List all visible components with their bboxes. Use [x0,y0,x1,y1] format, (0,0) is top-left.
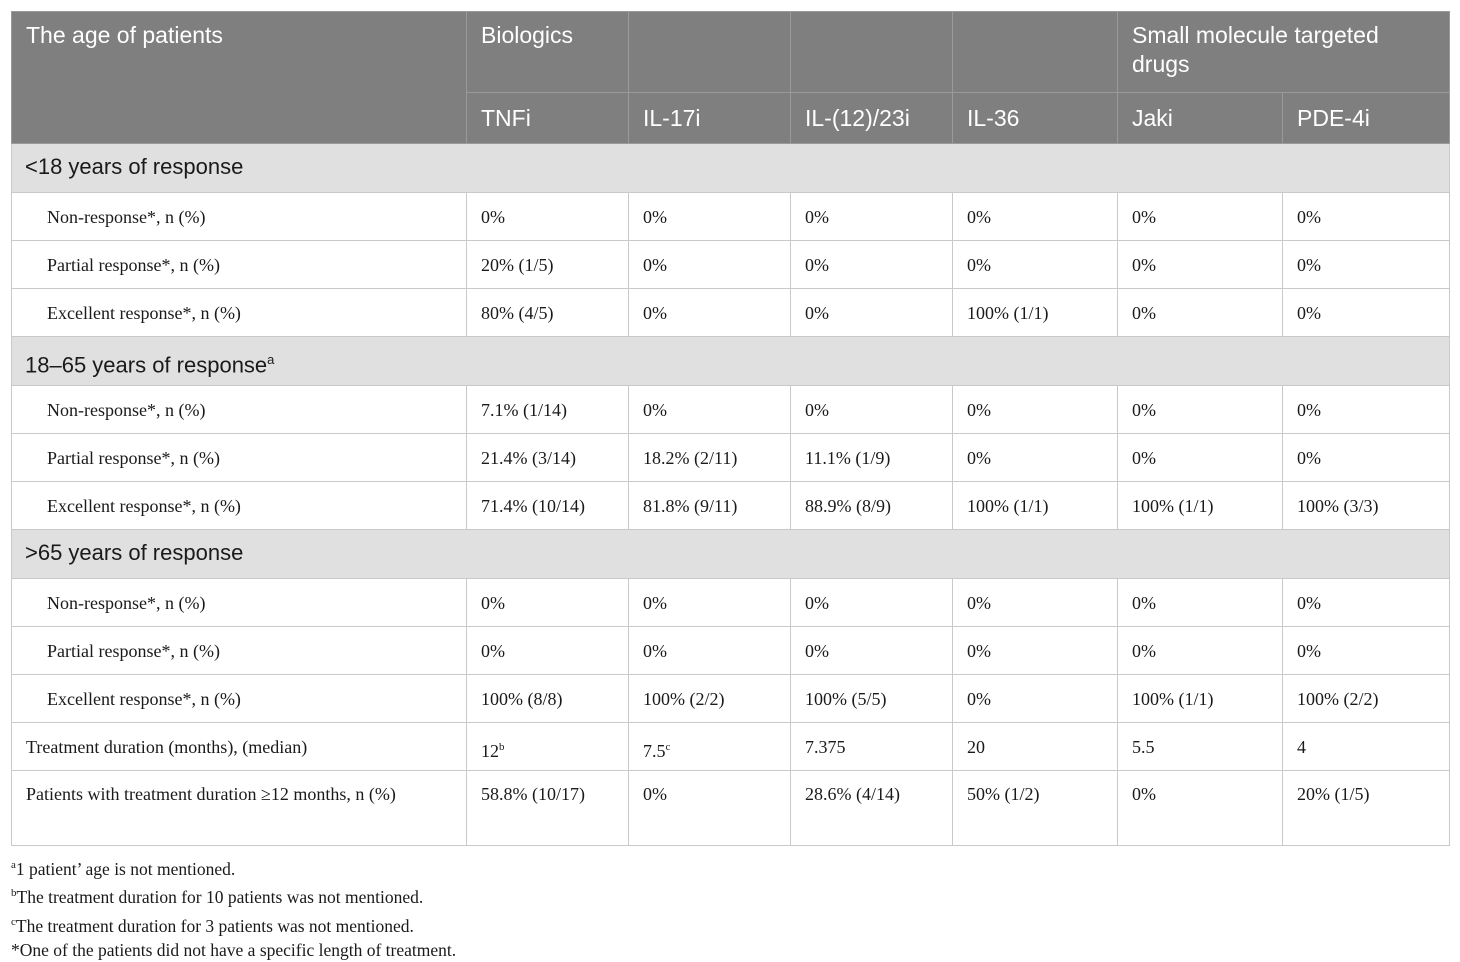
row-label [12,434,467,482]
cell-tnfi [467,627,629,675]
cell-pde4i [1283,241,1450,289]
cell-pde4i [1283,723,1450,771]
footnote [11,910,456,938]
table-row [12,289,1450,337]
cell-jaki-text: 0% [1132,207,1156,227]
cell-tnfi-text: 0% [481,593,505,613]
cell-pde4i [1283,482,1450,530]
cell-il12-23i-text: 0% [805,400,829,420]
row-label-text: Excellent response*, n (%) [47,689,241,709]
cell-jaki [1118,193,1283,241]
cell-pde4i-text: 0% [1297,207,1321,227]
cell-il17i-text: 0% [643,400,667,420]
cell-il17i-text: 0% [643,303,667,323]
cell-jaki [1118,434,1283,482]
table-row [12,579,1450,627]
cell-tnfi [467,579,629,627]
cell-il12-23i-text: 100% (5/5) [805,689,887,709]
cell-tnfi-text: 0% [481,641,505,661]
cell-il17i [629,579,791,627]
cell-tnfi [467,482,629,530]
cell-il36-text: 50% (1/2) [967,784,1040,804]
cell-pde4i-text: 0% [1297,593,1321,613]
cell-il36 [953,627,1118,675]
footnote-marker: b [11,887,17,900]
cell-il36-text: 0% [967,641,991,661]
cell-il12-23i [791,241,953,289]
footnote-text: *One of the patients did not have a specific length of treatment. [11,939,457,960]
cell-il12-23i [791,482,953,530]
section-title [12,530,1450,579]
cell-il12-23i-text: 0% [805,255,829,275]
cell-il17i [629,241,791,289]
cell-pde4i [1283,386,1450,434]
cell-tnfi-text: 58.8% (10/17) [481,784,585,804]
cell-il17i-text: 0% [643,207,667,227]
cell-il12-23i [791,434,953,482]
footnote [11,938,456,962]
header-blank-cell [629,12,791,93]
cell-il36 [953,675,1118,723]
table-body [12,144,1450,846]
cell-pde4i-text: 0% [1297,303,1321,323]
cell-il12-23i [791,579,953,627]
cell-pde4i [1283,434,1450,482]
header-blank-cell [791,12,953,93]
section-row [12,530,1450,579]
cell-il17i-text: 0% [643,593,667,613]
cell-pde4i-text: 0% [1297,448,1321,468]
biologics-group-header: Biologics [467,12,629,93]
cell-il17i-text: 81.8% (9/11) [643,496,738,516]
drug-header-il12-23i: IL-(12)/23i [791,93,953,144]
cell-jaki-text: 0% [1132,784,1156,804]
row-label [12,627,467,675]
footnote-marker: b [499,741,505,753]
cell-il36-text: 100% (1/1) [967,496,1049,516]
section-title-text: >65 years of response [25,540,244,565]
cell-tnfi-text: 71.4% (10/14) [481,496,585,516]
row-label [12,386,467,434]
cell-il17i [629,771,791,846]
footnote-text: The treatment duration for 10 patients was not mentioned. [16,887,424,908]
long-treatment-row [12,771,1450,846]
footnote-marker: c [665,741,671,753]
footnote [11,853,456,881]
table-row [12,675,1450,723]
cell-jaki-text: 100% (1/1) [1132,689,1214,709]
section-title [12,337,1450,386]
section-row [12,337,1450,386]
section-title-text: 18–65 years of response [25,352,268,378]
cell-jaki-text: 5.5 [1132,737,1155,757]
cell-il36 [953,723,1118,771]
drug-header-il36: IL-36 [953,93,1118,144]
cell-pde4i-text: 100% (3/3) [1297,496,1379,516]
cell-pde4i-text: 0% [1297,255,1321,275]
drug-header-tnfi: TNFi [467,93,629,144]
cell-il36-text: 0% [967,689,991,709]
cell-tnfi [467,193,629,241]
cell-tnfi [467,241,629,289]
cell-jaki-text: 0% [1132,400,1156,420]
cell-il12-23i-text: 0% [805,593,829,613]
cell-jaki [1118,723,1283,771]
cell-il12-23i-text: 7.375 [805,737,846,757]
cell-il17i [629,193,791,241]
cell-il36-text: 0% [967,448,991,468]
row-label-text: Partial response*, n (%) [47,255,220,275]
table-row [12,627,1450,675]
cell-jaki [1118,241,1283,289]
row-label-text: Partial response*, n (%) [47,641,220,661]
cell-il12-23i [791,193,953,241]
cell-il17i [629,386,791,434]
row-label-text: Partial response*, n (%) [47,448,220,468]
cell-tnfi-text: 20% (1/5) [481,255,554,275]
cell-il36 [953,241,1118,289]
cell-il17i-text: 0% [643,255,667,275]
footnote-text: The treatment duration for 3 patients was not mentioned. [15,915,414,936]
row-label-text: Excellent response*, n (%) [47,496,241,516]
cell-il17i [629,482,791,530]
footnote-marker: a [267,352,275,367]
cell-il12-23i [791,723,953,771]
cell-pde4i [1283,771,1450,846]
cell-jaki-text: 0% [1132,448,1156,468]
row-label [12,193,467,241]
cell-tnfi [467,675,629,723]
small-molecule-group-header: Small molecule targeted drugs [1118,12,1450,93]
cell-pde4i-text: 0% [1297,400,1321,420]
row-label [12,723,467,771]
section-title [12,144,1450,193]
footnote-marker: a [11,859,16,871]
cell-il36 [953,386,1118,434]
row-label-text: Treatment duration (months), (median) [26,737,308,757]
cell-il12-23i [791,386,953,434]
footnote-marker: c [11,915,16,928]
cell-tnfi-text: 0% [481,207,505,227]
cell-pde4i-text: 0% [1297,641,1321,661]
cell-il12-23i-text: 0% [805,641,829,661]
row-label [12,241,467,289]
cell-il36-text: 20 [967,737,985,757]
cell-jaki [1118,771,1283,846]
cell-il17i-text: 100% (2/2) [643,689,725,709]
cell-il17i-text: 0% [643,641,667,661]
cell-il12-23i-text: 0% [805,207,829,227]
table-row [12,434,1450,482]
duration-row [12,723,1450,771]
cell-tnfi-text: 7.1% (1/14) [481,400,567,420]
cell-pde4i [1283,579,1450,627]
drug-header-jaki: Jaki [1118,93,1283,144]
cell-il36 [953,579,1118,627]
row-label-text: Non-response*, n (%) [47,207,206,227]
cell-jaki [1118,482,1283,530]
cell-il17i [629,289,791,337]
cell-tnfi-text: 21.4% (3/14) [481,448,576,468]
footnotes [11,853,456,962]
cell-il12-23i [791,289,953,337]
cell-il17i [629,434,791,482]
cell-il17i-text: 7.5 [643,741,666,761]
cell-il17i-text: 0% [643,784,667,804]
row-label [12,771,467,846]
response-table [11,11,1450,846]
cell-tnfi [467,434,629,482]
cell-tnfi [467,771,629,846]
drug-header-il17i: IL-17i [629,93,791,144]
cell-il36 [953,771,1118,846]
cell-il12-23i-text: 0% [805,303,829,323]
cell-il12-23i [791,675,953,723]
cell-jaki-text: 0% [1132,303,1156,323]
cell-il36 [953,434,1118,482]
cell-tnfi-text: 80% (4/5) [481,303,554,323]
cell-pde4i [1283,675,1450,723]
row-label [12,289,467,337]
table-row [12,193,1450,241]
row-label [12,579,467,627]
cell-jaki [1118,289,1283,337]
cell-il17i [629,627,791,675]
cell-il12-23i-text: 88.9% (8/9) [805,496,891,516]
cell-jaki [1118,627,1283,675]
row-label-text: Non-response*, n (%) [47,593,206,613]
cell-il12-23i-text: 11.1% (1/9) [805,448,891,468]
cell-il12-23i [791,771,953,846]
table-row [12,241,1450,289]
cell-tnfi-text: 12 [481,741,499,761]
cell-pde4i-text: 20% (1/5) [1297,784,1370,804]
cell-il36 [953,193,1118,241]
cell-il36 [953,482,1118,530]
cell-il17i [629,675,791,723]
cell-pde4i [1283,193,1450,241]
cell-tnfi [467,386,629,434]
cell-pde4i [1283,289,1450,337]
cell-pde4i-text: 100% (2/2) [1297,689,1379,709]
cell-jaki-text: 100% (1/1) [1132,496,1214,516]
row-label [12,675,467,723]
cell-il12-23i [791,627,953,675]
cell-jaki [1118,579,1283,627]
drug-header-pde4i: PDE-4i [1283,93,1450,144]
section-row [12,144,1450,193]
table-row [12,482,1450,530]
cell-il17i [629,723,791,771]
row-label [12,482,467,530]
cell-il12-23i-text: 28.6% (4/14) [805,784,900,804]
cell-tnfi [467,723,629,771]
cell-il36-text: 0% [967,400,991,420]
cell-il36-text: 100% (1/1) [967,303,1049,323]
section-title-text: <18 years of response [25,154,244,179]
cell-il36-text: 0% [967,255,991,275]
cell-jaki-text: 0% [1132,641,1156,661]
cell-jaki [1118,675,1283,723]
cell-jaki-text: 0% [1132,593,1156,613]
footnote [11,881,456,909]
header-blank-cell [953,12,1118,93]
row-label-text: Non-response*, n (%) [47,400,206,420]
cell-il36 [953,289,1118,337]
table-row [12,386,1450,434]
cell-il36-text: 0% [967,207,991,227]
cell-il36-text: 0% [967,593,991,613]
cell-jaki-text: 0% [1132,255,1156,275]
cell-tnfi [467,289,629,337]
row-label-text: Patients with treatment duration ≥12 months, n (%) [26,784,396,804]
cell-pde4i [1283,627,1450,675]
age-column-header: The age of patients [12,12,467,144]
cell-tnfi-text: 100% (8/8) [481,689,563,709]
cell-il17i-text: 18.2% (2/11) [643,448,738,468]
cell-jaki [1118,386,1283,434]
cell-pde4i-text: 4 [1297,737,1306,757]
footnote-text: 1 patient’ age is not mentioned. [15,858,236,879]
row-label-text: Excellent response*, n (%) [47,303,241,323]
